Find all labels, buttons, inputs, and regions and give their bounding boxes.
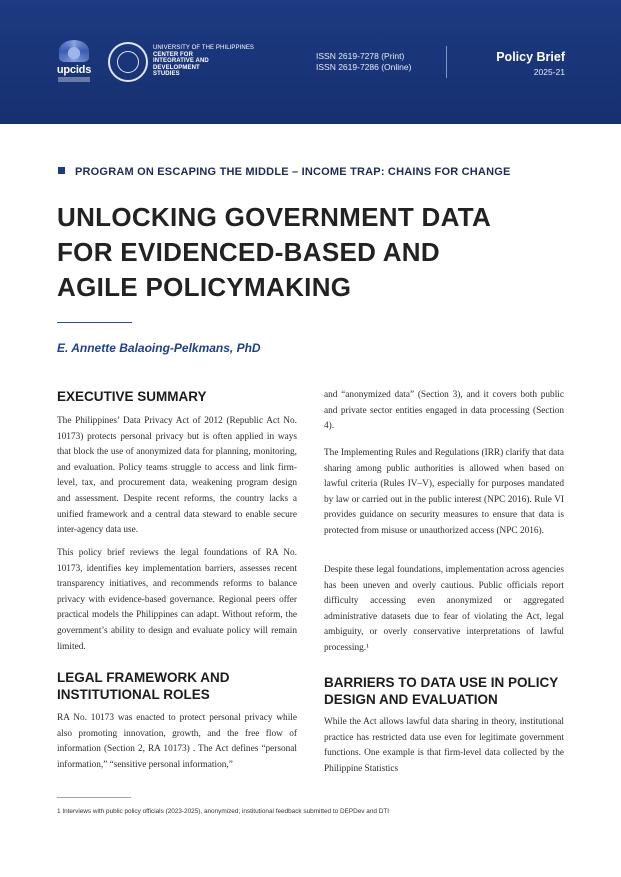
policy-brief-number: 2025-21 [533, 67, 565, 77]
paragraph: The Implementing Rules and Regulations (IRR) clarify that data sharing among public authorities is allowed when based on lawful criteria (Rules IV–V), especially for purposes mandated by law or carried out in the public interest (NPC 2016). Rule VI provides guidance on security measures to ensure that data is protected from misuse or unauthorized access (NPC 2016). [324, 448, 564, 536]
executive-summary-p2 [57, 546, 297, 655]
institution-line: CENTER FOR [153, 51, 193, 58]
right-column-p3 [324, 563, 564, 657]
paragraph: RA No. 10173 was enacted to protect personal privacy while also promoting innovation, growth, and the free flow of information (Section 2, RA 10173) . The Act defines “personal information,” “sensitive personal information,” [57, 713, 297, 770]
institution-line: INTEGRATIVE AND [153, 58, 209, 65]
header-divider [446, 46, 447, 78]
executive-summary-heading: EXECUTIVE SUMMARY [57, 389, 207, 404]
heading-line: LEGAL FRAMEWORK AND [57, 670, 230, 685]
title-rule [57, 322, 132, 323]
paragraph: The Philippines’ Data Privacy Act of 2012 (Republic Act No. 10173) protects personal privacy but is often applied in ways that block the use of anonymized data for planning, monitoring, and evaluation. Policy teams struggle to access and link firm-level, tax, and procurement data, weakening program design and assessment. Despite recent reforms, the country lacks a unified framework and a central data steward to enable secure inter-agency data use. [57, 416, 297, 536]
square-bullet-icon [58, 167, 65, 174]
issn-online: ISSN 2619-7286 (Online) [316, 62, 412, 72]
upcids-logo [52, 40, 96, 84]
heading-line: BARRIERS TO DATA USE IN POLICY [324, 675, 559, 690]
issn-print: ISSN 2619-7278 (Print) [316, 51, 405, 61]
paragraph: Despite these legal foundations, implementation across agencies has been uneven and overly cautious. Public officials report difficulty accessing even anonymized or aggregated administrative datasets due to fear of violating the Act, legal ambiguity, or overly conservative interpretations of lawful processing.¹ [324, 565, 564, 653]
paragraph: and “anonymized data” (Section 3), and it covers both public and private sector entities engaged in data processing (Section 4). [324, 390, 564, 432]
issn-block [316, 51, 411, 73]
page-title [57, 200, 577, 305]
barriers-p1 [324, 715, 564, 777]
up-seal-icon [108, 42, 148, 82]
upcids-logo-tagline [58, 77, 90, 82]
header-band [0, 0, 621, 124]
paragraph: While the Act allows lawful data sharing in theory, institutional practice has restricted data use even for legitimate government functions. One example is that firm-level data collected by the Philippine Statistics [324, 717, 564, 774]
title-line: FOR EVIDENCED-BASED AND [57, 237, 440, 267]
right-column-p1 [324, 388, 564, 435]
policy-brief-label: Policy Brief [496, 50, 565, 64]
footnote: 1 Interviews with public policy officials (2023-2025), anonymized; institutional feedback submitted to DEPDev and DTI [57, 808, 390, 815]
legal-framework-heading [57, 669, 230, 703]
right-column-p2 [324, 446, 564, 540]
paragraph: This policy brief reviews the legal foundations of RA No. 10173, identifies key implementation barriers, assesses recent transparency initiatives, and recommends reforms to balance privacy with evidence-based governance. Regional peers offer practical models the Philippines can adapt. Without reform, the government’s ability to design and evaluate policy will remain limited. [57, 548, 297, 652]
legal-framework-p1 [57, 711, 297, 773]
title-line: UNLOCKING GOVERNMENT DATA [57, 202, 492, 232]
institution-name [153, 45, 254, 78]
author-name: E. Annette Balaoing-Pelkmans, PhD [57, 341, 261, 355]
title-line: AGILE POLICYMAKING [57, 272, 352, 302]
institution-line: DEVELOPMENT [153, 64, 200, 71]
institution-line: STUDIES [153, 71, 180, 78]
institution-line: UNIVERSITY OF THE PHILIPPINES [153, 45, 255, 51]
footnote-rule [57, 797, 131, 798]
heading-line: DESIGN AND EVALUATION [324, 692, 498, 707]
executive-summary-p1 [57, 414, 297, 539]
program-line [58, 166, 511, 178]
upcids-logo-text: upcids [56, 64, 92, 76]
upcids-emblem-icon [59, 40, 89, 62]
heading-line: INSTITUTIONAL ROLES [57, 687, 210, 702]
barriers-heading [324, 674, 558, 708]
program-label: PROGRAM ON ESCAPING THE MIDDLE – INCOME TRAP: CHAINS FOR CHANGE [75, 166, 511, 178]
